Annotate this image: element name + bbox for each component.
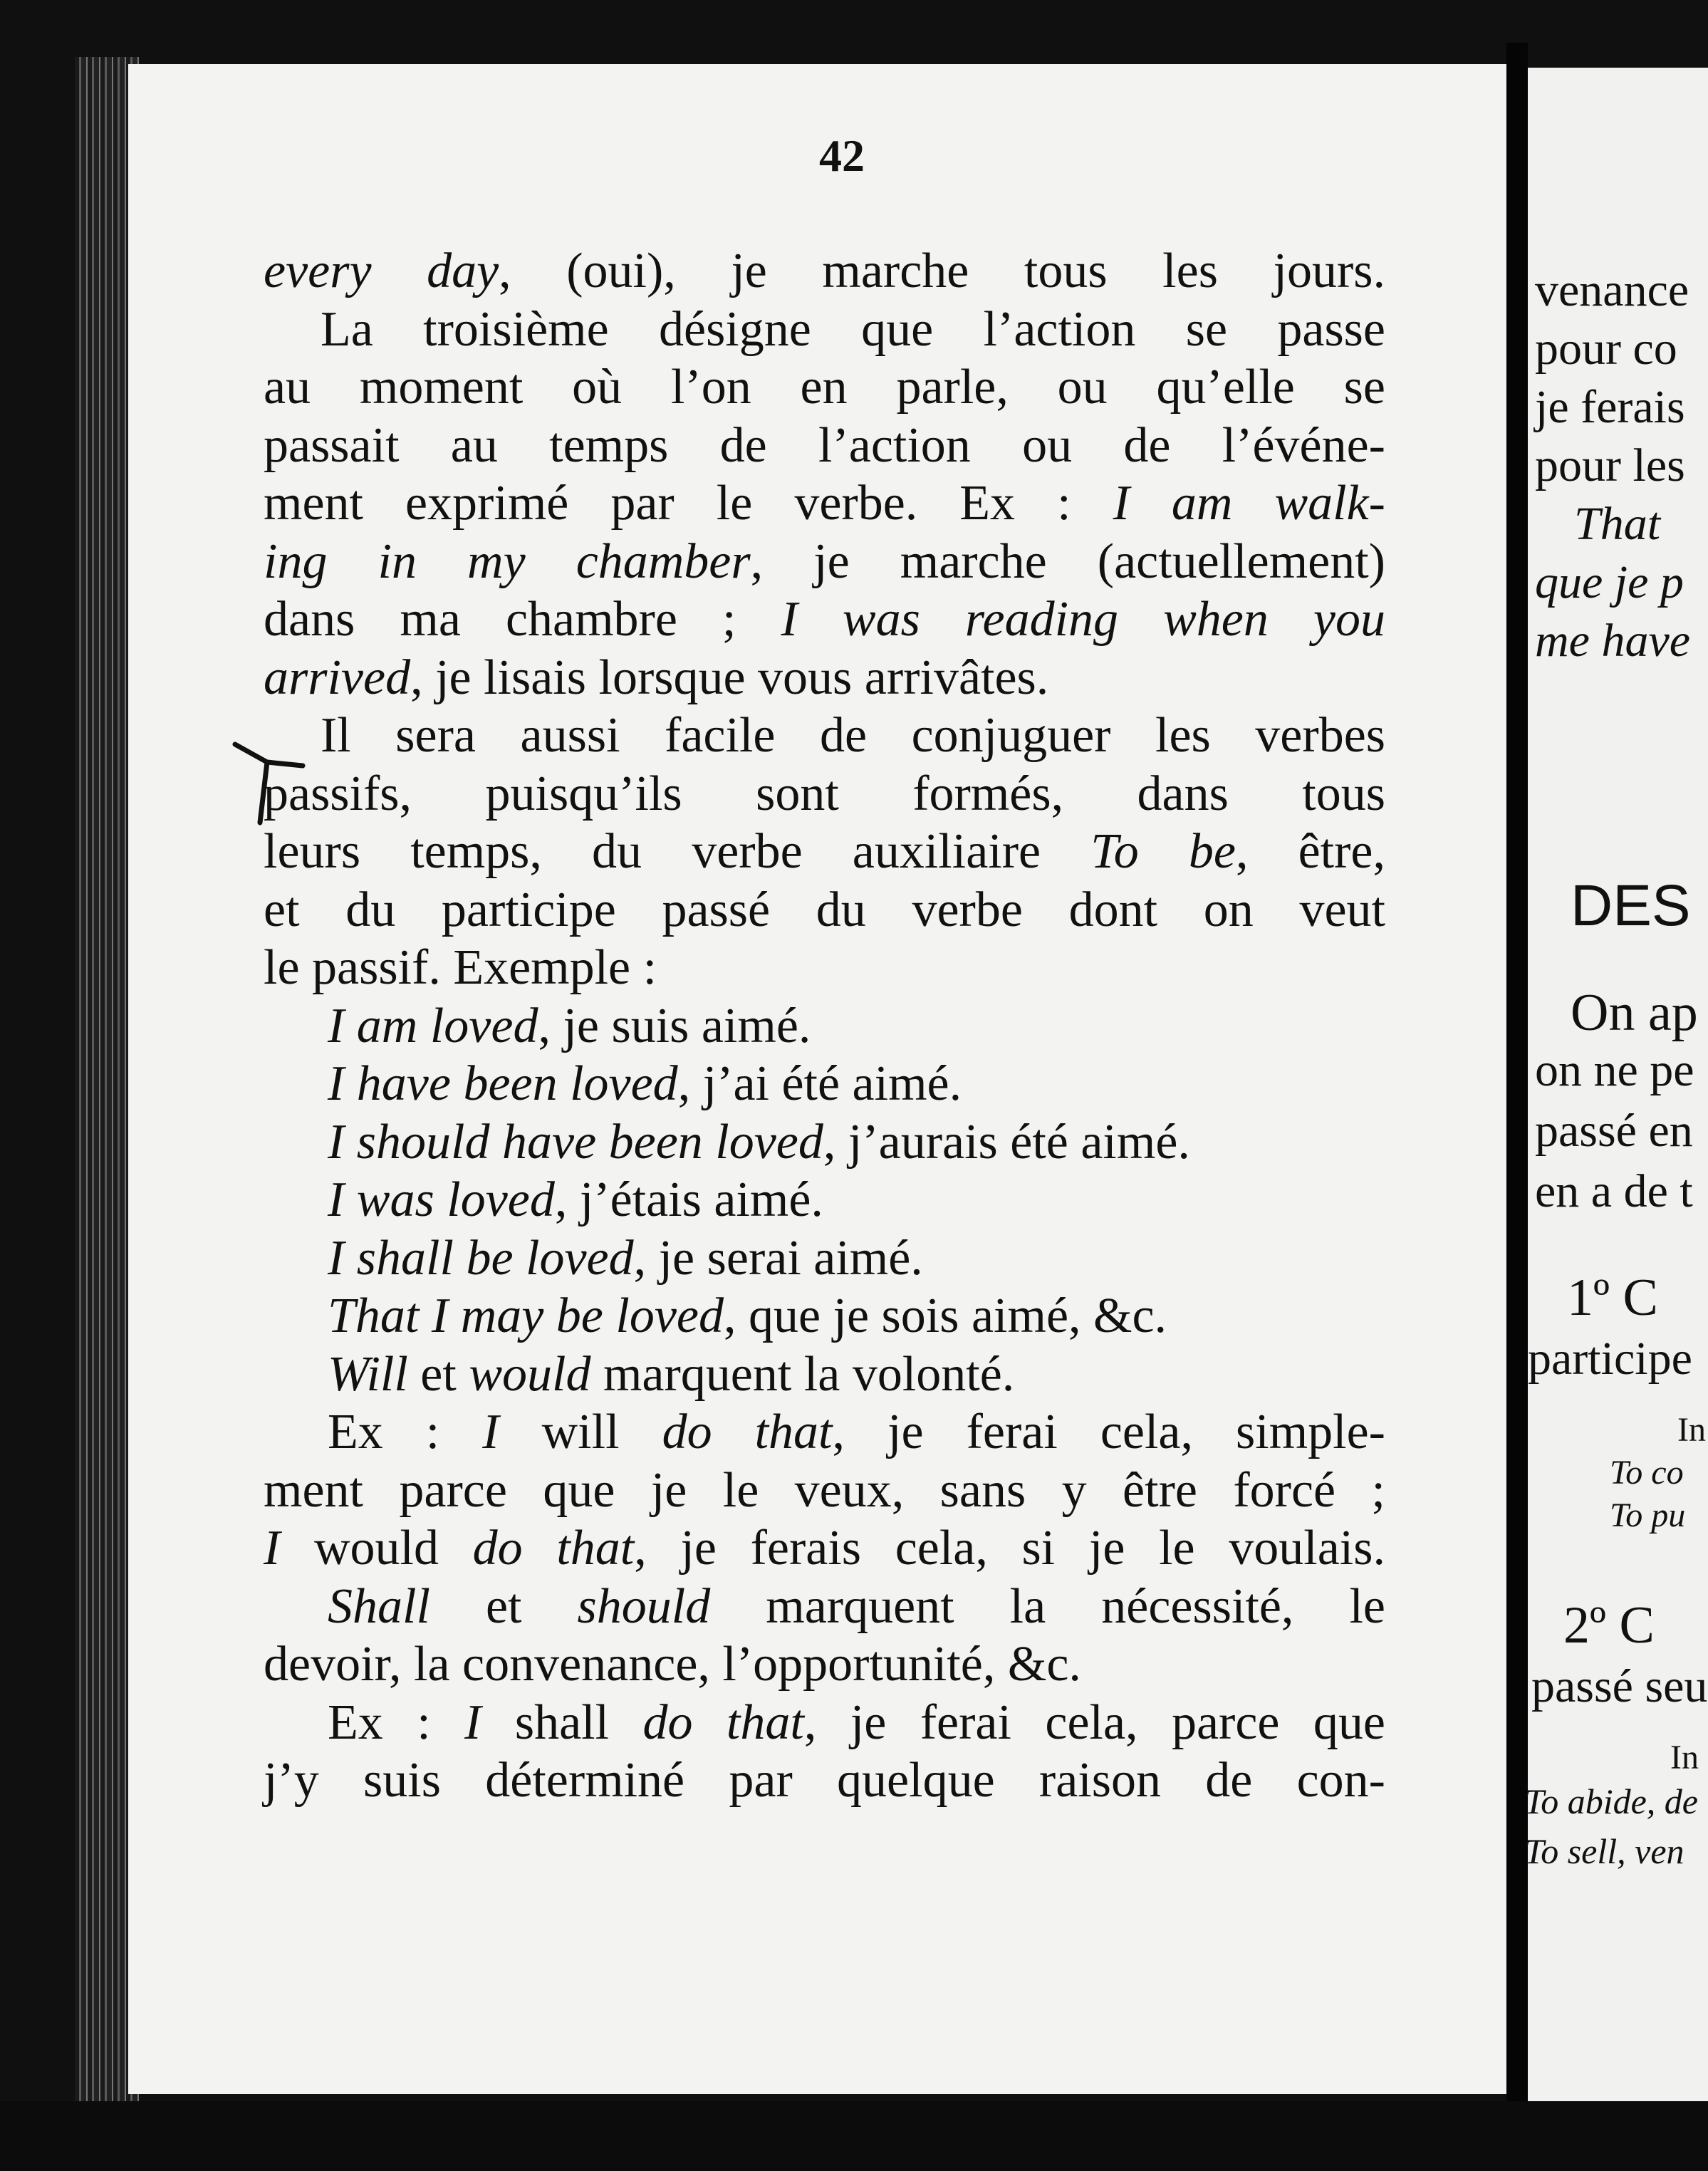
text-line: Il sera aussi facile de conjuguer les verbes bbox=[321, 708, 1385, 763]
right-fragment: 2º C bbox=[1563, 1596, 1655, 1655]
text-line: passait au temps de l’action ou de l’événe- bbox=[264, 417, 1385, 473]
text-line: arrived, je lisais lorsque vous arrivâtes. bbox=[264, 650, 1049, 705]
right-fragment: 1º C bbox=[1567, 1269, 1658, 1327]
text-line: leurs temps, du verbe auxiliaire To be, être, bbox=[264, 824, 1385, 879]
right-fragment: en a de t bbox=[1535, 1165, 1693, 1217]
right-fragment: on ne pe bbox=[1535, 1044, 1694, 1096]
text-line: ment exprimé par le verbe. Ex : I am walk- bbox=[264, 476, 1385, 531]
right-fragment: je ferais bbox=[1535, 381, 1685, 433]
right-fragment: pour co bbox=[1535, 323, 1677, 375]
right-fragment: me have bbox=[1535, 615, 1691, 667]
right-fragment: passé seu bbox=[1531, 1660, 1708, 1712]
example-line: I shall be loved, je serai aimé. bbox=[328, 1230, 923, 1286]
bottom-edge bbox=[0, 2101, 1708, 2171]
text-line: au moment où l’on en parle, ou qu’elle se bbox=[264, 360, 1385, 415]
text-line: passifs, puisqu’ils sont formés, dans tous bbox=[264, 766, 1385, 821]
text-line: I would do that, je ferais cela, si je le voulais. bbox=[264, 1521, 1385, 1576]
right-fragment: In bbox=[1677, 1411, 1706, 1449]
text-line: Ex : I shall do that, je ferai cela, parce que bbox=[328, 1694, 1385, 1750]
text-line: j’y suis déterminé par quelque raison de con- bbox=[264, 1753, 1385, 1808]
text-line: ment parce que je le veux, sans y être forcé ; bbox=[264, 1462, 1385, 1518]
text-line: et du participe passé du verbe dont on veut bbox=[264, 882, 1385, 937]
right-fragment: To sell, ven bbox=[1524, 1831, 1684, 1871]
text-line: Shall et should marquent la nécessité, le bbox=[328, 1578, 1385, 1634]
example-line: I should have been loved, j’aurais été aimé. bbox=[328, 1114, 1190, 1170]
text-line: Ex : I will do that, je ferai cela, simple- bbox=[328, 1405, 1385, 1459]
example-line: That I may be loved, que je sois aimé, &c. bbox=[328, 1288, 1167, 1343]
page-number: 42 bbox=[819, 130, 865, 181]
right-fragment: To pu bbox=[1610, 1496, 1686, 1534]
right-fragment: That bbox=[1574, 498, 1661, 550]
example-line: I am loved, je suis aimé. bbox=[328, 998, 811, 1053]
right-fragment: To abide, de bbox=[1524, 1781, 1698, 1821]
example-line: I was loved, j’étais aimé. bbox=[328, 1172, 823, 1227]
text-line: dans ma chambre ; I was reading when you bbox=[264, 592, 1386, 647]
text-line: La troisième désigne que l’action se passe bbox=[321, 301, 1385, 357]
right-fragment: To co bbox=[1610, 1454, 1684, 1491]
text-line: ing in my chamber, je marche (actuellement) bbox=[264, 533, 1385, 589]
right-fragment: que je p bbox=[1535, 556, 1684, 608]
text-line: every day, (oui), je marche tous les jours. bbox=[264, 244, 1385, 298]
right-fragment: passé en bbox=[1535, 1105, 1693, 1157]
text-line: Will et would marquent la volonté. bbox=[328, 1346, 1015, 1402]
right-heading: DES bbox=[1571, 873, 1691, 938]
text-line: le passif. Exemple : bbox=[264, 940, 657, 995]
text-line: devoir, la convenance, l’opportunité, &c. bbox=[264, 1637, 1081, 1692]
right-fragment: In bbox=[1670, 1739, 1699, 1776]
example-line: I have been loved, j’ai été aimé. bbox=[328, 1056, 962, 1111]
right-fragment: participe bbox=[1528, 1333, 1692, 1385]
right-fragment: pour les bbox=[1535, 439, 1685, 491]
left-page-text bbox=[264, 242, 1385, 1810]
right-fragment: On ap bbox=[1571, 984, 1698, 1042]
right-fragment: venance bbox=[1535, 264, 1689, 316]
